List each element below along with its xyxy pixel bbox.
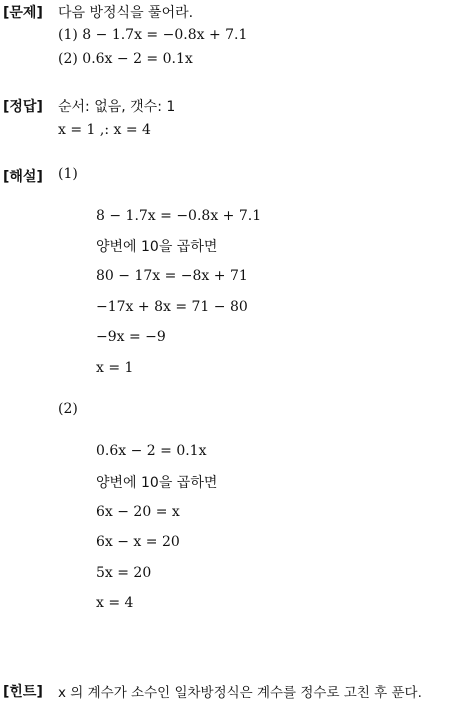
- solution-step: 0.6x − 2 = 0.1x: [96, 443, 207, 459]
- solution-step: −17x + 8x = 71 − 80: [96, 299, 248, 315]
- answer-values: x = 1 ,: x = 4: [58, 122, 151, 138]
- solution-part-1-label: (1): [58, 166, 78, 182]
- solution-step: 8 − 1.7x = −0.8x + 7.1: [96, 208, 262, 224]
- solution-step: x = 4: [96, 595, 134, 611]
- answer-tag: [정답]: [3, 99, 43, 115]
- solution-step: 80 − 17x = −8x + 71: [96, 268, 248, 284]
- solution-step: −9x = −9: [96, 329, 166, 345]
- problem-tag: [문제]: [3, 5, 43, 21]
- problem-instruction: 다음 방정식을 풀어라.: [58, 5, 194, 21]
- solution-step: 6x − x = 20: [96, 534, 180, 550]
- solution-part-2-label: (2): [58, 401, 78, 417]
- hint-text: x 의 계수가 소수인 일차방정식은 계수를 정수로 고친 후 푼다.: [58, 685, 422, 701]
- solution-step: 양변에 10을 곱하면: [96, 475, 218, 491]
- solution-step: 6x − 20 = x: [96, 504, 180, 520]
- answer-summary: 순서: 없음, 갯수: 1: [58, 99, 176, 115]
- solution-step: x = 1: [96, 360, 134, 376]
- hint-tag: [힌트]: [3, 684, 43, 700]
- solution-tag: [해설]: [3, 169, 43, 185]
- solution-step: 5x = 20: [96, 565, 152, 581]
- solution-step: 양변에 10을 곱하면: [96, 239, 218, 255]
- problem-equation-2: (2) 0.6x − 2 = 0.1x: [58, 51, 193, 67]
- problem-equation-1: (1) 8 − 1.7x = −0.8x + 7.1: [58, 27, 248, 43]
